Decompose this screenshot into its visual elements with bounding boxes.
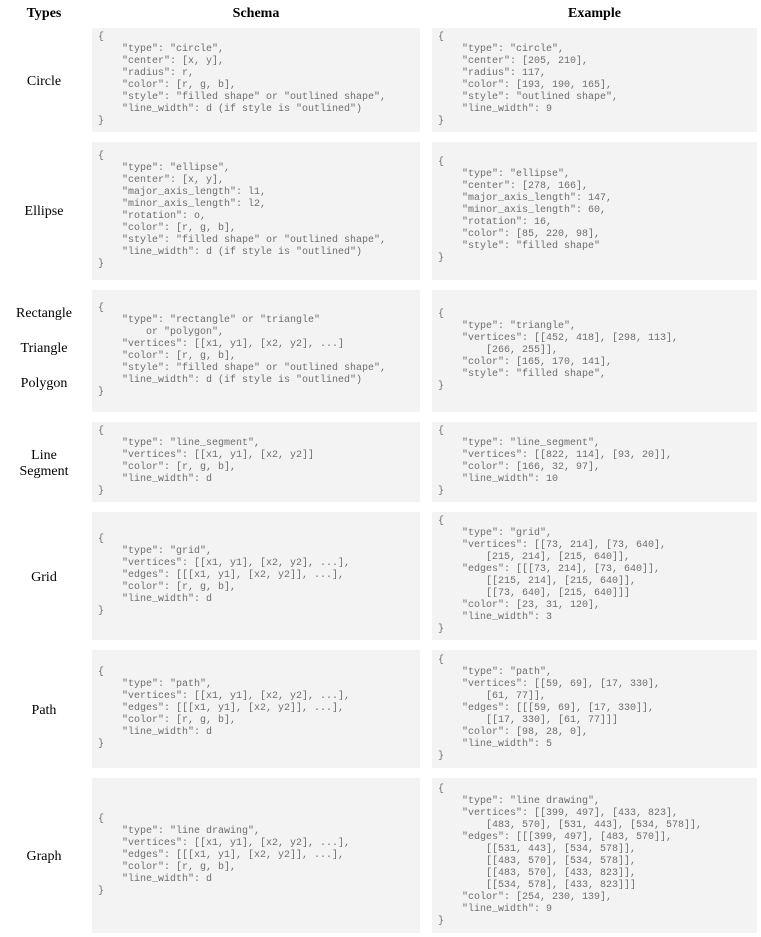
type-name: Segment (19, 464, 69, 479)
schema-box-path (92, 650, 420, 768)
schema-code: { "type": "line_segment", "vertices": [[x1, y1], [x2, y2]] "color": [r, g, b], "line_width": d } (98, 426, 315, 497)
type-label-polygon (0, 306, 88, 392)
type-name: Path (31, 703, 57, 718)
example-box-polygon (432, 290, 757, 412)
type-label-grid (0, 570, 88, 586)
example-box-grid (432, 512, 757, 640)
type-name: Triangle (20, 341, 68, 356)
type-label-ellipse (0, 204, 88, 220)
example-box-graph (432, 778, 757, 933)
example-code: { "type": "line drawing", "vertices": [[399, 497], [433, 823], [483, 570], [531, 443], [534, 578]], "edges": [[[399, 497], [483, 570]], [[531, 443], [534, 578]], [[483, 570], [534, 578]], [[483, 570], [433, 823]], [[534, 578], [433, 823]]] "color": [254, 230, 139], "line_width": 9 } (438, 783, 703, 927)
type-name: Graph (26, 849, 62, 864)
example-box-line-segment (432, 422, 757, 502)
example-box-path (432, 650, 757, 768)
example-code: { "type": "circle", "center": [205, 210], "radius": 117, "color": [193, 190, 165], "style": "outlined shape", "line_width": 9 } (438, 32, 619, 127)
schema-box-line-segment (92, 422, 420, 502)
schema-code: { "type": "grid", "vertices": [[x1, y1], [x2, y2], ...], "edges": [[[x1, y1], [x2, y2]], ...], "color": [r, g, b], "line_width": d } (98, 534, 351, 617)
example-box-ellipse (432, 142, 757, 280)
type-name: Rectangle (16, 306, 72, 321)
schema-box-circle (92, 28, 420, 132)
type-name: Polygon (20, 376, 68, 391)
schema-code: { "type": "rectangle" or "triangle" or "polygon", "vertices": [[x1, y1], [x2, y2], ...] "color": [r, g, b], "style": "filled shape" or "outlined shape", "line_width": d (if style is "outlined") } (98, 303, 387, 398)
schema-box-grid (92, 512, 420, 640)
header-example: Example (568, 6, 621, 21)
type-name: Line (31, 448, 57, 463)
schema-code: { "type": "path", "vertices": [[x1, y1], [x2, y2], ...], "edges": [[[x1, y1], [x2, y2]], ...], "color": [r, g, b], "line_width": d } (98, 667, 351, 750)
type-label-path (0, 703, 88, 719)
schema-box-polygon (92, 290, 420, 412)
schema-code: { "type": "circle", "center": [x, y], "radius": r, "color": [r, g, b], "style": "filled shape" or "outlined shape", "line_width": d (if style is "outlined") } (98, 32, 387, 127)
example-code: { "type": "line_segment", "vertices": [[822, 114], [93, 20]], "color": [166, 32, 97], "line_width": 10 } (438, 426, 673, 497)
schema-box-graph (92, 778, 420, 933)
example-code: { "type": "path", "vertices": [[59, 69], [17, 330], [61, 77]], "edges": [[[59, 69], [17, 330]], [[17, 330], [61, 77]]] "color": [98, 28, 0], "line_width": 5 } (438, 655, 661, 762)
schema-box-ellipse (92, 142, 420, 280)
header-schema: Schema (232, 6, 280, 21)
example-code: { "type": "grid", "vertices": [[73, 214], [73, 640], [215, 214], [215, 640]], "edges": [[[73, 214], [73, 640]], [[215, 214], [215, 640]], [[73, 640], [215, 640]]] "color": [23, 31, 120], "line_width": 3 } (438, 516, 667, 635)
header-types: Types (26, 6, 62, 21)
example-box-circle (432, 28, 757, 132)
type-name: Circle (26, 74, 62, 89)
type-label-graph (0, 849, 88, 865)
example-code: { "type": "triangle", "vertices": [[452, 418], [298, 113], [266, 255]], "color": [165, 170, 141], "style": "filled shape", } (438, 309, 679, 392)
type-label-circle (0, 74, 88, 90)
type-name: Grid (31, 570, 57, 585)
type-label-line-segment (0, 448, 88, 480)
schema-code: { "type": "ellipse", "center": [x, y], "major_axis_length": l1, "minor_axis_length": l2, "rotation": o, "color": [r, g, b], "style": "filled shape" or "outlined shape", "line_width": d (if style is "outlined") } (98, 151, 387, 270)
type-name: Ellipse (24, 204, 64, 219)
example-code: { "type": "ellipse", "center": [278, 166], "major_axis_length": 147, "minor_axis_length": 60, "rotation": 16, "color": [85, 220, 98], "style": "filled shape" } (438, 157, 613, 264)
schema-code: { "type": "line drawing", "vertices": [[x1, y1], [x2, y2], ...], "edges": [[[x1, y1], [x2, y2]], ...], "color": [r, g, b], "line_width": d } (98, 813, 351, 897)
